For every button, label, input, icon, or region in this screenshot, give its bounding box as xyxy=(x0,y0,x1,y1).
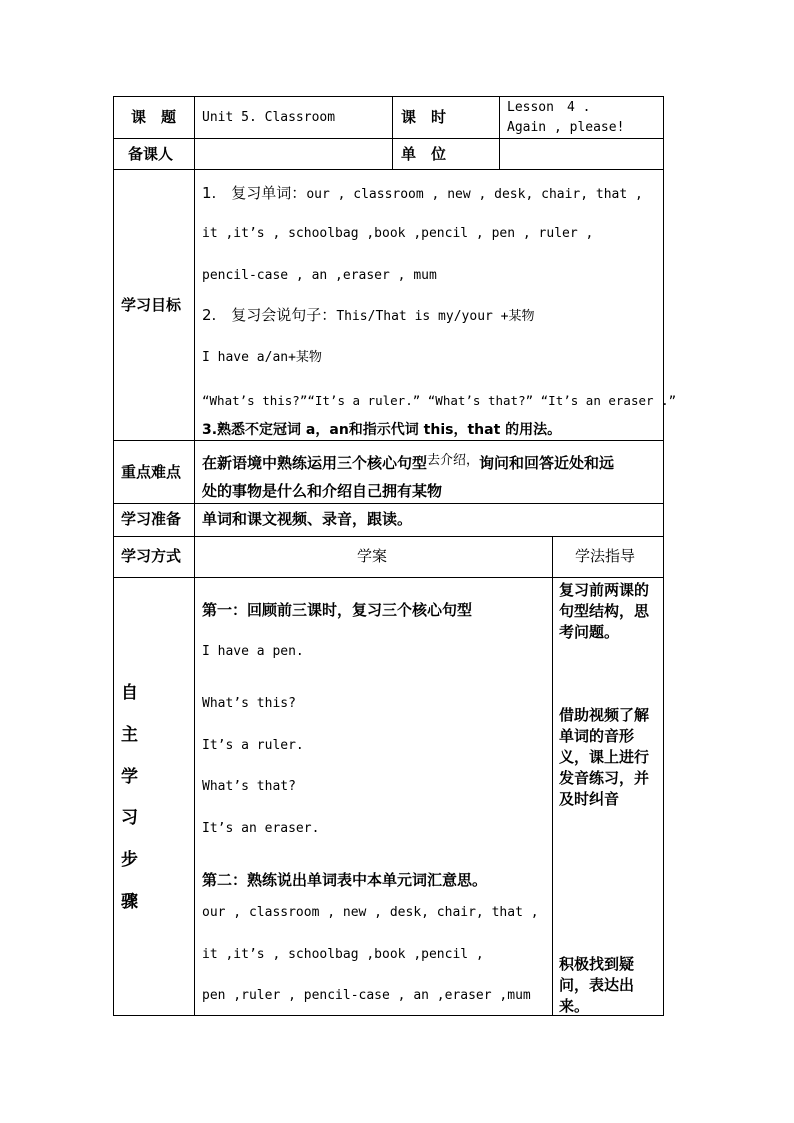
difficulty-line-1 xyxy=(202,454,614,474)
column-divider xyxy=(552,536,553,1016)
self-study-label-5: 步 xyxy=(121,850,138,870)
objective-line-5: I have a/an+某物 xyxy=(202,350,322,365)
guide-note-2: 借助视频了解单词的音形义，课上进行发音练习，并及时纠音 xyxy=(559,706,650,808)
objective-line-7: 3.熟悉不定冠词 a，an和指示代词 this，that 的用法。 xyxy=(202,422,562,438)
label-difficulty: 重点难点 xyxy=(121,463,182,481)
difficulty-line-1c: 询问和回答近处和远 xyxy=(479,454,615,472)
row-divider xyxy=(113,577,664,578)
label-unit: 单 位 xyxy=(401,145,447,163)
column-header-guide: 学法指导 xyxy=(575,547,636,565)
words-line-3: pen ,ruler , pencil-case , an ,eraser ,mum xyxy=(202,988,531,1003)
preparation-text: 单词和课文视频、录音，跟读。 xyxy=(202,510,413,528)
step2-title: 第二：熟练说出单词表中本单元词汇意思。 xyxy=(202,871,488,889)
self-study-label-4: 习 xyxy=(121,808,138,828)
words-line-1: our , classroom , new , desk, chair, that , xyxy=(202,905,539,920)
objective-line-3: pencil-case , an ,eraser , mum xyxy=(202,268,437,283)
row-divider xyxy=(113,138,664,139)
self-study-label-1: 自 xyxy=(121,683,138,703)
row-divider xyxy=(113,440,664,441)
label-preparation: 学习准备 xyxy=(121,510,182,528)
difficulty-line-1b: 去介绍， xyxy=(427,453,480,468)
objective-line-2: it ,it’s , schoolbag ,book ,pencil , pen , ruler , xyxy=(202,226,594,241)
lesson-line-2: Again , please! xyxy=(507,120,625,135)
guide-note-1: 复习前两课的句型结构，思考问题。 xyxy=(559,581,650,641)
column-divider xyxy=(194,96,195,1016)
difficulty-line-1a: 在新语境中熟练运用三个核心句型 xyxy=(202,454,428,472)
label-period: 课 时 xyxy=(401,108,447,126)
sentence-1: I have a pen. xyxy=(202,644,304,659)
objective-line-4-cn: 2. 复习会说句子： xyxy=(202,306,337,324)
self-study-label-3: 学 xyxy=(121,767,138,787)
lesson-line-1: Lesson 4 . xyxy=(507,100,591,115)
column-divider xyxy=(499,96,500,170)
sentence-2: What’s this? xyxy=(202,696,296,711)
guide-note-3: 积极找到疑问，表达出来。 xyxy=(559,955,635,1015)
row-divider xyxy=(113,169,664,170)
row-divider xyxy=(113,503,664,504)
row-divider xyxy=(113,536,664,537)
difficulty-line-2: 处的事物是什么和介绍自己拥有某物 xyxy=(202,482,443,500)
topic-value: Unit 5. Classroom xyxy=(202,110,336,125)
objective-line-4-pattern: This/That is my/your +某物 xyxy=(336,309,535,324)
sentence-5: It’s an eraser. xyxy=(202,821,320,836)
objective-line-4 xyxy=(202,306,535,326)
column-header-plan: 学案 xyxy=(357,547,388,565)
table-border-left xyxy=(113,96,114,1016)
sentence-4: What’s that? xyxy=(202,779,296,794)
label-objectives: 学习目标 xyxy=(121,296,182,314)
words-line-2: it ,it’s , schoolbag ,book ,pencil , xyxy=(202,947,484,962)
objective-line-1-cn: 1. 复习单词： xyxy=(202,184,307,202)
objective-line-1 xyxy=(202,184,643,204)
column-divider xyxy=(392,96,393,170)
table-border-top xyxy=(113,96,664,97)
sentence-3: It’s a ruler. xyxy=(202,738,304,753)
objective-line-1-words: our , classroom , new , desk, chair, that , xyxy=(306,187,643,202)
table-border-right xyxy=(663,96,664,1016)
label-preparer: 备课人 xyxy=(128,145,174,163)
step1-title: 第一：回顾前三课时，复习三个核心句型 xyxy=(202,601,473,619)
objective-line-6: “What’s this?”“It’s a ruler.” “What’s that?” “It’s an eraser .” xyxy=(202,393,677,408)
self-study-label-2: 主 xyxy=(121,725,138,745)
column-header-method: 学习方式 xyxy=(121,547,182,565)
self-study-label-6: 骤 xyxy=(121,892,138,912)
lesson-plan-table xyxy=(113,96,677,1016)
label-topic: 课 题 xyxy=(131,108,177,126)
